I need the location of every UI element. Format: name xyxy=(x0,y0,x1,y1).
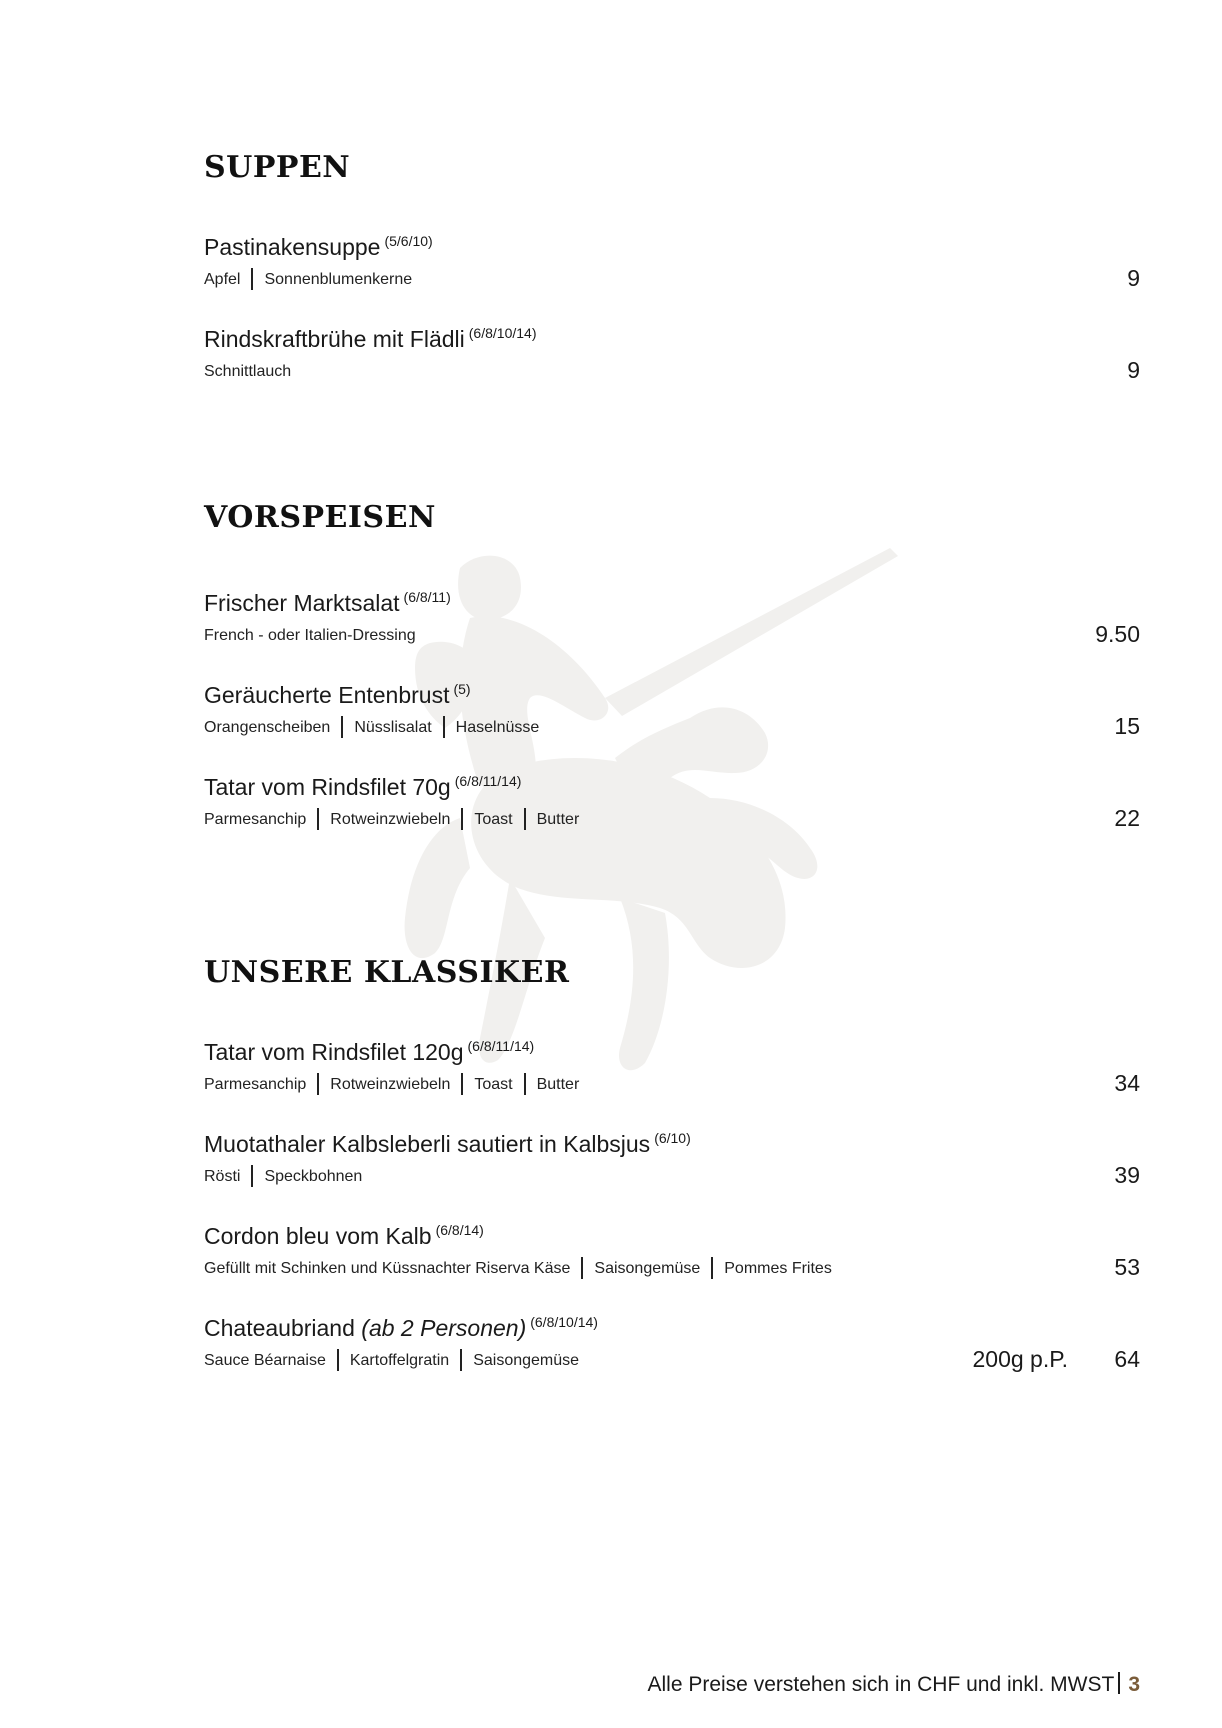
divider xyxy=(341,716,343,738)
divider xyxy=(317,808,319,830)
allergen-codes: (6/8/14) xyxy=(435,1222,484,1238)
footer-note: Alle Preise verstehen sich in CHF und inkl. MWST xyxy=(647,1673,1115,1696)
divider xyxy=(251,1165,253,1187)
item-portion: 200g p.P. xyxy=(972,1346,1068,1372)
page-number: 3 xyxy=(1128,1673,1140,1696)
item-description: Sauce Béarnaise Kartoffelgratin Saisongemüse xyxy=(204,1350,1140,1372)
item-description: Schnittlauch xyxy=(204,363,292,380)
item-description: Apfel Sonnenblumenkerne xyxy=(204,269,1140,291)
menu-item xyxy=(204,1222,1140,1314)
allergen-codes: (6/10) xyxy=(654,1130,691,1146)
divider xyxy=(337,1349,339,1371)
menu-item xyxy=(204,325,1140,417)
footer-divider xyxy=(1118,1672,1120,1694)
page-footer xyxy=(647,1673,1140,1697)
section-suppen xyxy=(204,150,1140,417)
menu-item xyxy=(204,1038,1140,1130)
divider xyxy=(251,268,253,290)
item-note: (ab 2 Personen) xyxy=(361,1315,527,1341)
item-name: Rindskraftbrühe mit Flädli xyxy=(204,326,465,352)
item-description: Rösti Speckbohnen xyxy=(204,1166,1140,1188)
item-description: Parmesanchip Rotweinzwiebeln Toast Butter xyxy=(204,1074,1140,1096)
item-name: Chateaubriand xyxy=(204,1315,355,1341)
item-name: Pastinakensuppe xyxy=(204,234,381,260)
item-name: Frischer Marktsalat xyxy=(204,590,400,616)
menu-item xyxy=(204,773,1140,865)
section-heading: SUPPEN xyxy=(204,150,351,185)
divider xyxy=(461,1073,463,1095)
divider xyxy=(460,1349,462,1371)
item-price: 9 xyxy=(1127,357,1140,383)
allergen-codes: (6/8/11/14) xyxy=(454,773,522,789)
item-name: Cordon bleu vom Kalb xyxy=(204,1223,432,1249)
section-heading: UNSERE KLASSIKER xyxy=(204,955,570,990)
menu-item xyxy=(204,233,1140,325)
item-price: 53 xyxy=(1114,1254,1140,1280)
allergen-codes: (6/8/11/14) xyxy=(467,1038,535,1054)
section-heading: VORSPEISEN xyxy=(204,500,436,535)
item-price: 15 xyxy=(1114,713,1140,739)
item-description: French - oder Italien-Dressing xyxy=(204,627,416,644)
allergen-codes: (6/8/10/14) xyxy=(468,325,537,341)
item-description: Gefüllt mit Schinken und Küssnachter Riserva Käse Saisongemüse Pommes Frites xyxy=(204,1258,1140,1280)
divider xyxy=(524,808,526,830)
divider xyxy=(317,1073,319,1095)
item-price: 34 xyxy=(1114,1070,1140,1096)
item-name: Muotathaler Kalbsleberli sautiert in Kalbsjus xyxy=(204,1131,651,1157)
allergen-codes: (5) xyxy=(453,681,471,697)
allergen-codes: (5/6/10) xyxy=(384,233,433,249)
item-name: Tatar vom Rindsfilet 70g xyxy=(204,774,451,800)
divider xyxy=(524,1073,526,1095)
item-name: Tatar vom Rindsfilet 120g xyxy=(204,1039,464,1065)
item-price: 9.50 xyxy=(1095,621,1140,647)
divider xyxy=(443,716,445,738)
item-price: 39 xyxy=(1114,1162,1140,1188)
item-description: Orangenscheiben Nüsslisalat Haselnüsse xyxy=(204,717,1140,739)
divider xyxy=(711,1257,713,1279)
menu-item xyxy=(204,589,1140,681)
divider xyxy=(581,1257,583,1279)
section-unsere-klassiker xyxy=(204,955,1140,1406)
item-description: Parmesanchip Rotweinzwiebeln Toast Butter xyxy=(204,809,1140,831)
item-price: 22 xyxy=(1114,805,1140,831)
allergen-codes: (6/8/10/14) xyxy=(530,1314,598,1330)
menu-item xyxy=(204,681,1140,773)
allergen-codes: (6/8/11) xyxy=(403,589,451,605)
menu-item xyxy=(204,1130,1140,1222)
item-name: Geräucherte Entenbrust xyxy=(204,682,450,708)
item-price: 9 xyxy=(1127,265,1140,291)
divider xyxy=(461,808,463,830)
item-price: 64 xyxy=(1114,1346,1140,1372)
menu-item xyxy=(204,1314,1140,1406)
section-vorspeisen xyxy=(204,500,1140,865)
